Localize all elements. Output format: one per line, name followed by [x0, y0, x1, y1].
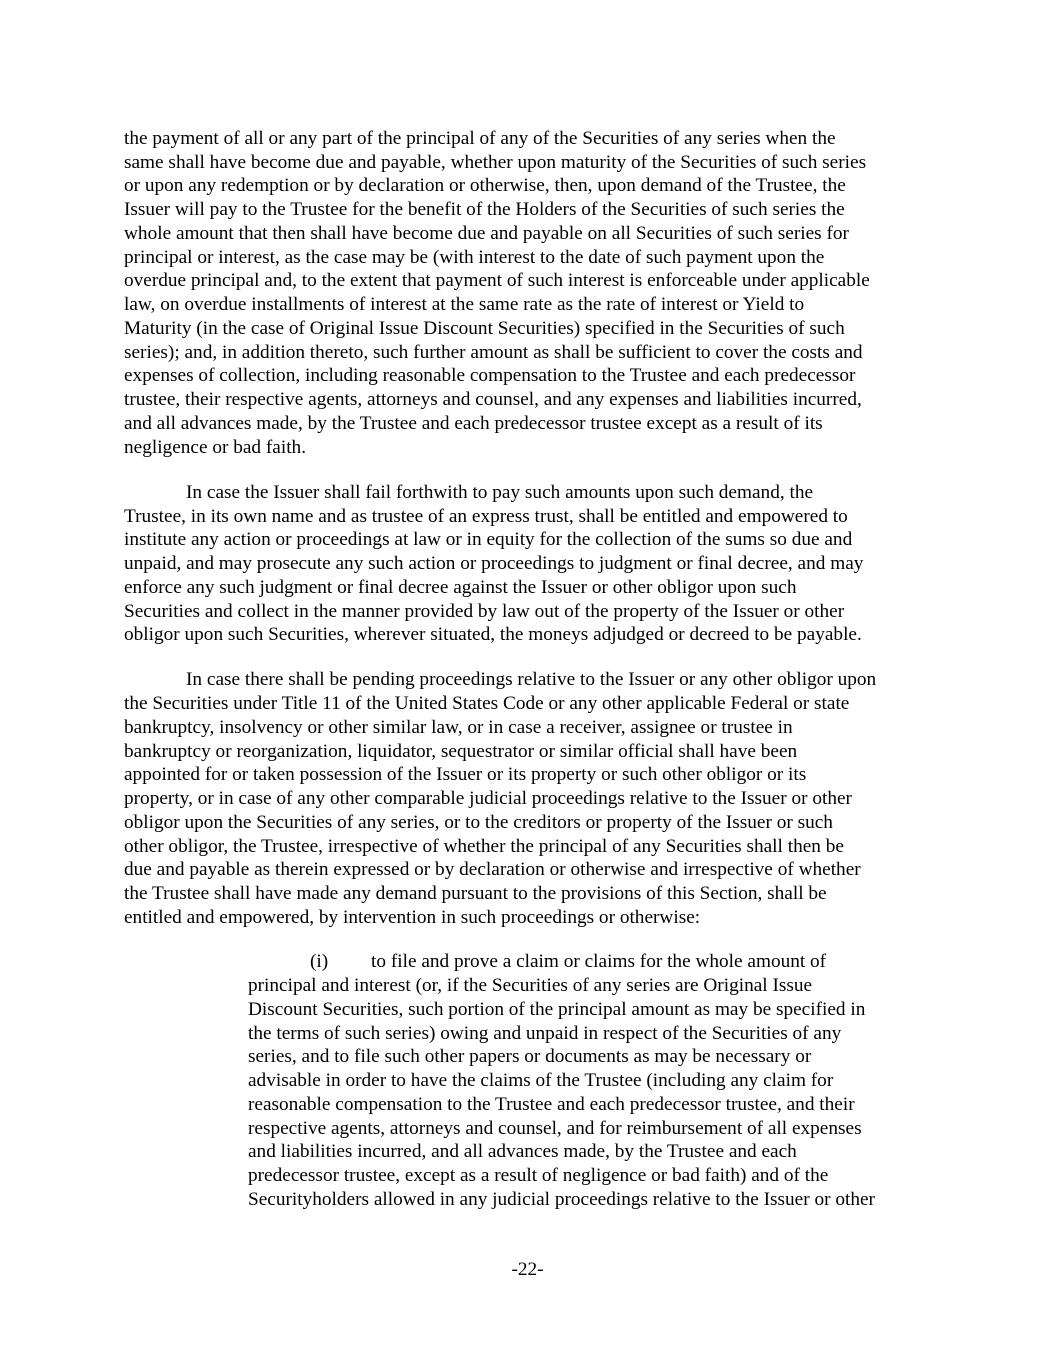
paragraph-line: unpaid, and may prosecute any such action or proceedings to judgment or final decree, and may [124, 553, 864, 574]
paragraph-line: the payment of all or any part of the principal of any of the Securities of any series when the [124, 128, 836, 149]
clause-line: advisable in order to have the claims of the Trustee (including any claim for [248, 1070, 834, 1091]
paragraph-line: series); and, in addition thereto, such further amount as shall be sufficient to cover the costs and [124, 342, 863, 363]
clause-line: and liabilities incurred, and all advances made, by the Trustee and each [248, 1141, 797, 1162]
paragraph-line: Trustee, in its own name and as trustee of an express trust, shall be entitled and empowered to [124, 506, 848, 527]
paragraph-line: whole amount that then shall have become due and payable on all Securities of such series for [124, 223, 849, 244]
clause-line: predecessor trustee, except as a result of negligence or bad faith) and of the [248, 1165, 829, 1186]
paragraph-line: In case the Issuer shall fail forthwith to pay such amounts upon such demand, the [186, 482, 814, 503]
paragraph-line: negligence or bad faith. [124, 437, 307, 458]
paragraph-line: due and payable as therein expressed or by declaration or otherwise and irrespective of whether [124, 859, 861, 880]
clause-line: respective agents, attorneys and counsel, and for reimbursement of all expenses [248, 1118, 862, 1139]
paragraph-line: bankruptcy, insolvency or other similar law, or in case a receiver, assignee or trustee in [124, 717, 793, 738]
paragraph-line: appointed for or taken possession of the Issuer or its property or such other obligor or its [124, 764, 807, 785]
paragraph-line: or upon any redemption or by declaration or otherwise, then, upon demand of the Trustee, the [124, 175, 846, 196]
paragraph-line: obligor upon such Securities, wherever situated, the moneys adjudged or decreed to be payable. [124, 624, 862, 645]
paragraph-line: enforce any such judgment or final decree against the Issuer or other obligor upon such [124, 577, 797, 598]
paragraph-line: trustee, their respective agents, attorneys and counsel, and any expenses and liabilities incurred, [124, 389, 862, 410]
paragraph-line: other obligor, the Trustee, irrespective of whether the principal of any Securities shall then be [124, 836, 844, 857]
paragraph-line: property, or in case of any other comparable judicial proceedings relative to the Issuer or other [124, 788, 852, 809]
clause-line: principal and interest (or, if the Securities of any series are Original Issue [248, 975, 813, 996]
paragraph-line: entitled and empowered, by intervention in such proceedings or otherwise: [124, 907, 701, 928]
paragraph-line: overdue principal and, to the extent that payment of such interest is enforceable under applicable [124, 270, 870, 291]
clause-line: Discount Securities, such portion of the principal amount as may be specified in [248, 999, 866, 1020]
paragraph-line: law, on overdue installments of interest at the same rate as the rate of interest or Yield to [124, 294, 805, 315]
clause-marker: (i) [310, 951, 329, 972]
clause-line: to file and prove a claim or claims for the whole amount of [371, 951, 827, 972]
clause-line: series, and to file such other papers or documents as may be necessary or [248, 1046, 812, 1067]
paragraph-line: obligor upon the Securities of any series, or to the creditors or property of the Issuer or such [124, 812, 833, 833]
page-number: -22- [511, 1259, 544, 1280]
clause-line: Securityholders allowed in any judicial proceedings relative to the Issuer or other [248, 1189, 875, 1210]
paragraph-line: expenses of collection, including reasonable compensation to the Trustee and each predecessor [124, 365, 856, 386]
paragraph-line: Securities and collect in the manner provided by law out of the property of the Issuer or other [124, 601, 845, 622]
paragraph-line: In case there shall be pending proceedings relative to the Issuer or any other obligor upon [186, 669, 877, 690]
paragraph-line: and all advances made, by the Trustee and each predecessor trustee except as a result of its [124, 413, 823, 434]
paragraph-line: bankruptcy or reorganization, liquidator, sequestrator or similar official shall have been [124, 741, 798, 762]
paragraph-line: same shall have become due and payable, whether upon maturity of the Securities of such series [124, 152, 867, 173]
clause-line: reasonable compensation to the Trustee and each predecessor trustee, and their [248, 1094, 855, 1115]
paragraph-line: Issuer will pay to the Trustee for the benefit of the Holders of the Securities of such series the [124, 199, 845, 220]
paragraph-line: institute any action or proceedings at law or in equity for the collection of the sums so due and [124, 529, 853, 550]
paragraph-line: the Securities under Title 11 of the United States Code or any other applicable Federal or state [124, 693, 850, 714]
clause-line: the terms of such series) owing and unpaid in respect of the Securities of any [248, 1023, 842, 1044]
paragraph-line: the Trustee shall have made any demand pursuant to the provisions of this Section, shall be [124, 883, 827, 904]
paragraph-line: Maturity (in the case of Original Issue Discount Securities) specified in the Securities of such [124, 318, 845, 339]
paragraph-line: principal or interest, as the case may be (with interest to the date of such payment upon the [124, 247, 825, 268]
